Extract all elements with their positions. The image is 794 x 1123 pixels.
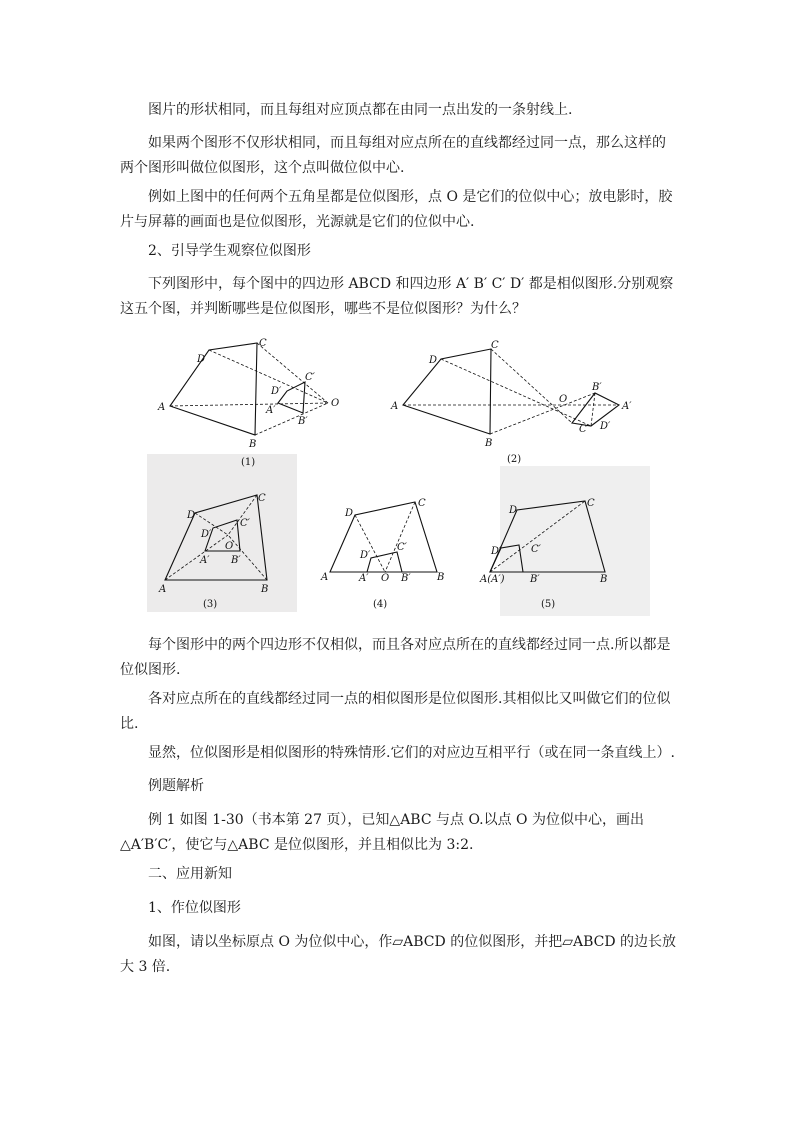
figure-caption-5: (5)	[541, 599, 556, 610]
label-D: D	[197, 354, 206, 365]
label-B1: B′	[298, 416, 308, 427]
label-C1-2: C′	[579, 424, 589, 435]
label-B-2: B	[485, 438, 493, 449]
label-C-5: C	[587, 498, 595, 509]
label-AA1-5: A(A′)	[480, 574, 505, 585]
label-B-4: B	[437, 572, 445, 583]
paragraph-3: 例如上图中的任何两个五角星都是位似图形，点 O 是它们的位似中心；放电影时，胶片与屏幕的画面也是位似图形，光源就是它们的位似中心.	[120, 189, 673, 230]
label-C1: C′	[305, 372, 315, 383]
paragraph-2: 如果两个图形不仅形状相同，而且每组对应点所在的直线都经过同一点，那么这样的两个图形叫做位似图形，这个点叫做位似中心.	[120, 135, 666, 176]
label-B1-4: B′	[401, 573, 411, 584]
label-D-3: D	[187, 510, 196, 521]
paragraph-4: 下列图形中，每个图中的四边形 ABCD 和四边形 A′ B′ C′ D′ 都是相似图形.分别观察这五个图，并判断哪些是位似图形，哪些不是位似图形？为什么？	[120, 276, 674, 317]
paragraph-6: 各对应点所在的直线都经过同一点的相似图形是位似图形.其相似比又叫做它们的位似比.	[120, 691, 671, 732]
label-A1-3: A′	[200, 555, 210, 566]
heading-apply: 二、应用新知	[148, 866, 232, 882]
figure-4	[320, 498, 444, 610]
label-A1-2: A′	[622, 401, 632, 412]
label-C1-5: C′	[531, 544, 541, 555]
label-A1: A′	[266, 405, 276, 416]
label-A-2: A	[391, 401, 399, 412]
paragraph-5: 每个图形中的两个四边形不仅相似，而且各对应点所在的直线都经过同一点.所以都是位似图形.	[120, 637, 671, 678]
paragraph-1: 图片的形状相同，而且每组对应顶点都在由同一点出发的一条射线上.	[148, 102, 573, 118]
label-A-3: A	[159, 584, 167, 595]
label-O: O	[331, 398, 340, 409]
figure-caption-2: (2)	[507, 454, 522, 465]
label-O-3: O	[225, 541, 234, 552]
label-B1-3: B′	[231, 555, 241, 566]
heading-draw-similar: 1、作位似图形	[148, 900, 241, 916]
figure-caption-1: (1)	[241, 457, 256, 468]
label-D1: D′	[271, 386, 282, 397]
figure-caption-3: (3)	[203, 599, 218, 610]
label-D-5: D	[509, 505, 518, 516]
label-O-4: O	[381, 573, 390, 584]
label-D-4: D	[345, 508, 354, 519]
label-B-3: B	[261, 584, 269, 595]
label-B1-2: B′	[592, 382, 602, 393]
label-B-5: B	[600, 574, 608, 585]
section-heading-2: 2、引导学生观察位似图形	[148, 243, 311, 259]
label-D1-4: D′	[360, 550, 371, 561]
label-C-3: C	[258, 493, 266, 504]
label-C1-3: C′	[240, 518, 250, 529]
label-B: B	[249, 439, 257, 450]
paragraph-7: 显然，位似图形是相似图形的特殊情形.它们的对应边互相平行（或在同一条直线上）.	[148, 745, 675, 761]
label-C: C	[259, 338, 267, 349]
figure-caption-4: (4)	[373, 599, 388, 610]
heading-example-analysis: 例题解析	[148, 778, 204, 794]
label-D1-5: D′	[491, 546, 502, 557]
example-1: 例 1 如图 1-30（书本第 27 页），已知△ABC 与点 O.以点 O 为位似中心，画出△A′B′C′，使它与△ABC 是位似图形，并且相似比为 3:2.	[120, 812, 644, 853]
label-D-2: D	[429, 355, 438, 366]
label-O-2: O	[559, 394, 568, 405]
label-D1-3: D′	[201, 529, 212, 540]
figure-2	[390, 340, 632, 465]
label-C-4: C	[418, 498, 426, 509]
label-B1-5: B′	[530, 574, 540, 585]
paragraph-8: 如图，请以坐标原点 O 为位似中心，作▱ABCD 的位似图形，并把▱ABCD 的边长放大 3 倍.	[120, 934, 676, 975]
label-C1-4: C′	[397, 542, 407, 553]
label-A-4: A	[321, 572, 329, 583]
label-A: A	[158, 402, 166, 413]
label-D1-2: D′	[600, 421, 611, 432]
similar-figures-diagram	[145, 330, 655, 618]
label-A1-4: A′	[359, 573, 369, 584]
label-C-2: C	[491, 340, 499, 351]
figure-1	[157, 338, 339, 468]
